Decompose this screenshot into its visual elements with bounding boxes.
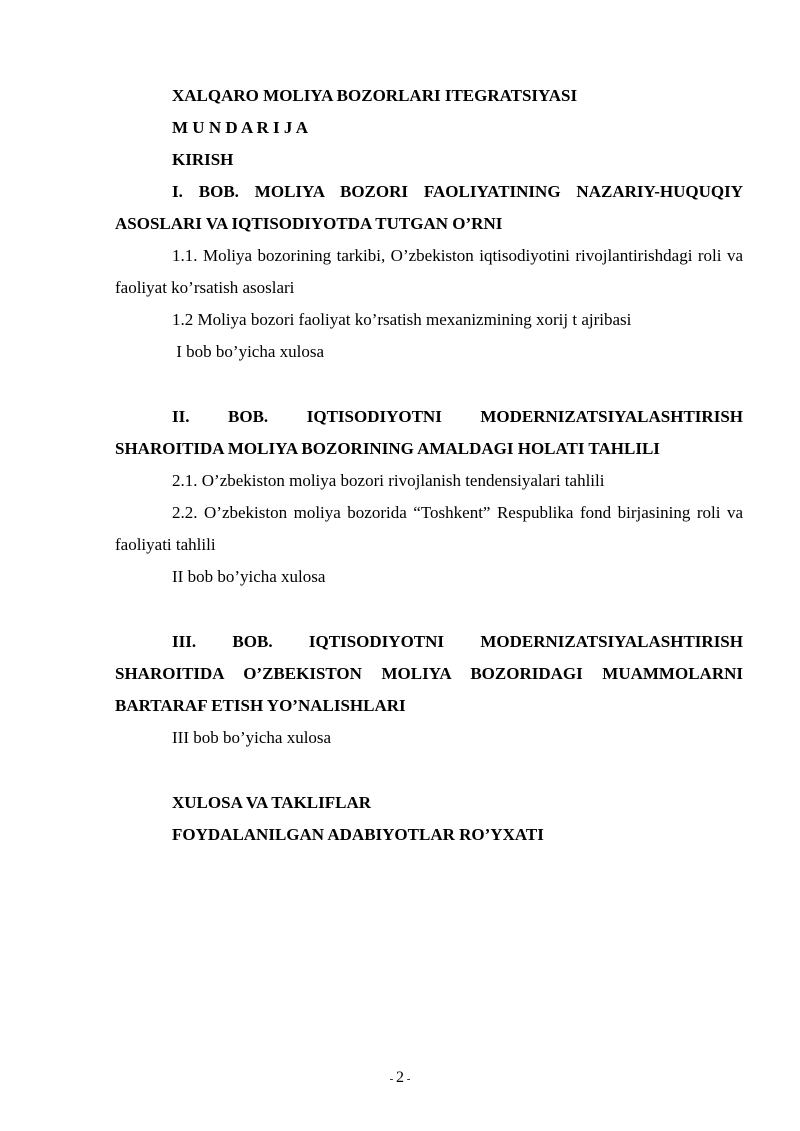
toc-item-references: FOYDALANILGAN ADABIYOTLAR RO’YXATI	[172, 825, 544, 844]
toc-section-1-1: 1.1. Moliya bozorining tarkibi, O’zbekiston iqtisodiyotini rivojlantirishdagi roli va faoliyat ko’rsatish asoslari	[115, 246, 743, 297]
toc-chapter-3-conclusion: III bob bo’yicha xulosa	[172, 728, 332, 747]
toc-section-1-2: 1.2 Moliya bozori faoliyat ko’rsatish mexanizmining xorij t ajribasi	[172, 310, 632, 329]
spacer	[115, 754, 743, 787]
toc-chapter-1-conclusion: I bob bo’yicha xulosa	[172, 342, 325, 361]
toc-heading: M U N D A R I J A	[172, 118, 309, 137]
toc-item-conclusions: XULOSA VA TAKLIFLAR	[172, 793, 372, 812]
toc-item-intro: KIRISH	[172, 150, 234, 169]
page-number-prefix: -	[389, 1073, 396, 1085]
page-footer	[0, 1068, 800, 1089]
toc-section-2-2: 2.2. O’zbekiston moliya bozorida “Toshkent” Respublika fond birjasining roli va faoliyati tahlili	[115, 503, 743, 554]
page-number: 2	[396, 1069, 404, 1086]
page-number-suffix: -	[404, 1073, 411, 1085]
toc-chapter-2-conclusion: II bob bo’yicha xulosa	[172, 567, 326, 586]
table-of-contents	[115, 80, 743, 851]
toc-chapter-2-heading: II. BOB. IQTISODIYOTNI MODERNIZATSIYALASHTIRISH SHAROITIDA MOLIYA BOZORINING AMALDAGI HOLATI TAHLILI	[115, 407, 743, 458]
toc-section-2-1: 2.1. O’zbekiston moliya bozori rivojlanish tendensiyalari tahlili	[172, 471, 605, 490]
spacer	[115, 368, 743, 401]
toc-chapter-1-heading: I. BOB. MOLIYA BOZORI FAOLIYATINING NAZARIY-HUQUQIY ASOSLARI VA IQTISODIYOTDA TUTGAN O’RNI	[115, 182, 743, 233]
document-title: XALQARO MOLIYA BOZORLARI ITEGRATSIYASI	[172, 86, 578, 105]
toc-chapter-3-heading: III. BOB. IQTISODIYOTNI MODERNIZATSIYALASHTIRISH SHAROITIDA O’ZBEKISTON MOLIYA BOZORIDAGI MUAMMOLARNI BARTARAF ETISH YO’NALISHLARI	[115, 632, 743, 715]
spacer	[115, 593, 743, 626]
